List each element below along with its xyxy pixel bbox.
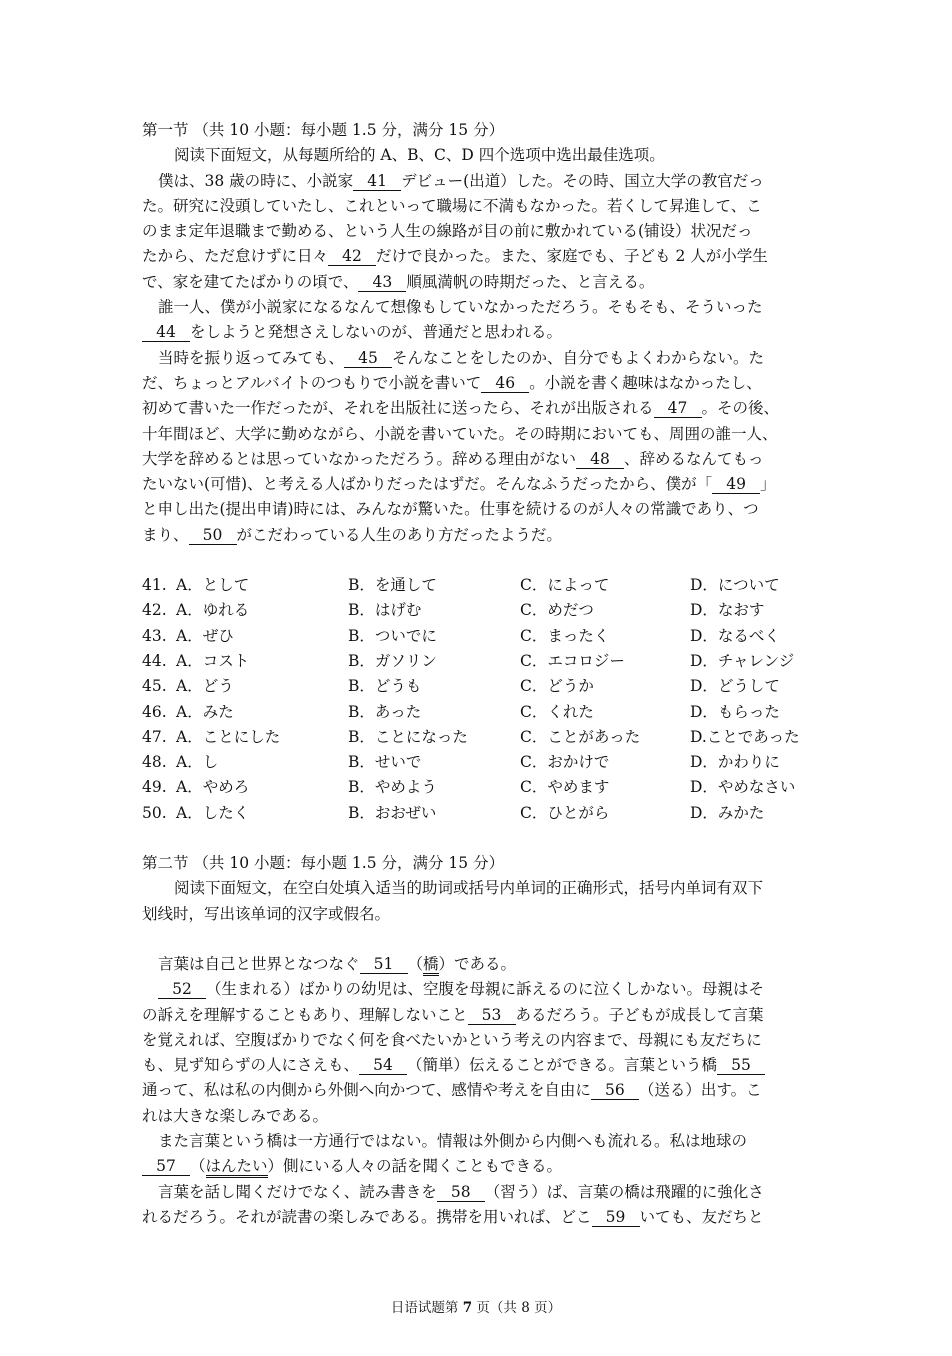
passage2 bbox=[142, 952, 820, 1230]
option-d: D．みかた bbox=[690, 803, 765, 822]
option-d: D．もらった bbox=[690, 702, 780, 721]
option-d: D．なおす bbox=[690, 601, 765, 620]
option-c: C．ことがあった bbox=[520, 727, 641, 746]
passage1-line: たから、ただ怠けずに日々 42 だけで良かった。また、家庭でも、子ども 2 人が小学生 bbox=[142, 247, 768, 266]
blank-44: 44 bbox=[142, 323, 190, 342]
option-row: 44. A．コスト B．ガソリン C．エコロジー D．チャレンジ bbox=[142, 649, 820, 674]
blank-57: 57 bbox=[142, 1157, 190, 1176]
section2-instruction: 阅读下面短文，在空白处填入适当的助词或括号内单词的正确形式，括号内单词有双下 bbox=[174, 879, 764, 898]
passage1-line: で、家を建てたばかりの頃で、 43 順風満帆の時期だった、と言える。 bbox=[142, 272, 655, 291]
blank-55: 55 bbox=[717, 1056, 765, 1075]
option-a: A．ことにした bbox=[176, 727, 281, 746]
passage1-line: のまま定年退職まで勤める、という人生の線路が目の前に敷かれている(铺设）状况だっ bbox=[142, 222, 753, 241]
option-b: B．あった bbox=[348, 702, 422, 721]
blank-42: 42 bbox=[328, 247, 376, 266]
spacer bbox=[142, 826, 820, 851]
option-b: B．はげむ bbox=[348, 601, 422, 620]
option-c: C．エコロジー bbox=[520, 651, 625, 670]
passage2-line: 57 （はんたい）側にいる人々の話を聞くこともできる。 bbox=[142, 1154, 820, 1179]
option-b: B．どうも bbox=[348, 677, 422, 696]
option-c: C．どうか bbox=[520, 677, 594, 696]
blank-52: 52 bbox=[158, 980, 206, 999]
option-b: B．を通して bbox=[348, 576, 437, 595]
option-c: C．やめます bbox=[520, 778, 610, 797]
option-row: 41. A．として B．を通して C．によって D．について bbox=[142, 573, 820, 598]
option-row: 49. A．やめろ B．やめよう C．やめます D．やめなさい bbox=[142, 775, 820, 800]
option-a: A．し bbox=[176, 753, 219, 772]
option-c: C．おかけで bbox=[520, 753, 610, 772]
passage2-line: の訴えを理解することもあり、理解しないこと 53 あるだろう。子どもが成長して言葉 bbox=[142, 1005, 764, 1024]
passage1 bbox=[142, 169, 820, 548]
option-c: C．によって bbox=[520, 576, 610, 595]
option-a: A．ゆれる bbox=[176, 601, 250, 620]
option-row: 42. A．ゆれる B．はげむ C．めだつ D．なおす bbox=[142, 598, 820, 623]
passage1-line: と申し出た(提出申请)時には、みんなが驚いた。仕事を続けるのが人々の常識であり、つ bbox=[142, 500, 759, 519]
spacer bbox=[142, 927, 820, 952]
option-row: 47. A．ことにした B．ことになった C．ことがあった D.ことであった bbox=[142, 725, 820, 750]
option-c: C．まったく bbox=[520, 626, 610, 645]
option-row: 50. A．したく B．おおぜい C．ひとがら D．みかた bbox=[142, 801, 820, 826]
section1-heading: 第一节 （共 10 小题：每小题 1.5 分，满分 15 分） bbox=[142, 121, 505, 139]
option-d: D．かわりに bbox=[690, 753, 780, 772]
option-d: D．について bbox=[690, 576, 780, 595]
blank-43: 43 bbox=[358, 273, 406, 292]
passage1-line: まり、 50 がこだわっている人生のあり方だったようだ。 bbox=[142, 525, 562, 544]
passage1-line: 44 をしようと発想さえしないのが、普通だと思われる。 bbox=[142, 320, 820, 345]
blank-59: 59 bbox=[592, 1208, 640, 1227]
option-d: D．なるべく bbox=[690, 626, 780, 645]
passage1-line: 大学を辞めるとは思っていなかっただろう。辞める理由がない 48 、辞めるなんてもっ bbox=[142, 449, 764, 468]
page-footer: 日语试题第 7 页（共 8 页） bbox=[390, 1300, 562, 1316]
option-d: D．チャレンジ bbox=[690, 651, 795, 670]
passage2-line: 52 （生まれる）ばかりの幼児は、空腹を母親に訴えるのに泣くしかない。母親はそ bbox=[142, 977, 820, 1002]
passage2-line: れるだろう。それが読書の楽しみである。携帯を用いれば、どこ 59 いても、友だちと bbox=[142, 1207, 764, 1226]
blank-47: 47 bbox=[654, 399, 702, 418]
option-b: B．ついでに bbox=[348, 626, 437, 645]
option-c: C．ひとがら bbox=[520, 803, 610, 822]
blank-51: 51 bbox=[360, 955, 408, 974]
passage1-line: たいない(可惜)、と考える人ばかりだったはずだ。そんなふうだったから、僕が「 49 」 bbox=[142, 475, 776, 494]
blank-53: 53 bbox=[468, 1006, 516, 1025]
option-b: B．ことになった bbox=[348, 727, 468, 746]
page-number: 7 bbox=[462, 1300, 473, 1316]
option-a: A．やめろ bbox=[176, 778, 250, 797]
blank-49: 49 bbox=[712, 475, 760, 494]
passage2-line: を覚えれば、空腹ばかりでなく何を食べたいかという考えの内容まで、母親にも友だちに bbox=[142, 1030, 762, 1049]
option-a: A．として bbox=[176, 576, 250, 595]
passage1-line: だ、ちょっとアルバイトのつもりで小説を書いて 46 。小説を書く趣味はなかったし、 bbox=[142, 373, 762, 392]
blank-48: 48 bbox=[576, 450, 624, 469]
blank-54: 54 bbox=[359, 1056, 407, 1075]
option-d: D．やめなさい bbox=[690, 778, 796, 797]
option-a: A．みた bbox=[176, 702, 234, 721]
passage1-line: 当時を振り返ってみても、 45 そんなことをしたのか、自分でもよくわからない。た bbox=[158, 348, 765, 367]
option-a: A．コスト bbox=[176, 651, 250, 670]
option-c: C．めだつ bbox=[520, 601, 594, 620]
exam-page bbox=[142, 118, 820, 1230]
option-row: 43. A．ぜひ B．ついでに C．まったく D．なるべく bbox=[142, 624, 820, 649]
blank-45: 45 bbox=[344, 349, 392, 368]
blank-58: 58 bbox=[437, 1183, 485, 1202]
blank-50: 50 bbox=[189, 526, 237, 545]
passage1-line: た。研究に没頭していたし、これといって職場に不満もなかった。若くして昇進して、こ bbox=[142, 196, 762, 215]
blank-56: 56 bbox=[591, 1081, 639, 1100]
passage1-line: 十年間ほど、大学に勤めながら、小説を書いていた。その時期においても、周囲の誰一人、 bbox=[142, 424, 778, 443]
section2-heading: 第二节 （共 10 小题：每小题 1.5 分，满分 15 分） bbox=[142, 854, 505, 873]
blank-46: 46 bbox=[481, 374, 529, 393]
passage2-line: また言葉という橋は一方通行ではない。情報は外側から内側へも流れる。私は地球の bbox=[158, 1131, 748, 1150]
passage2-line: 言葉は自己と世界となつなぐ 51 （橋）である。 bbox=[142, 952, 820, 977]
section1-instruction: 阅读下面短文，从每题所给的 A、B、C、D 四个选项中选出最佳选项。 bbox=[174, 146, 665, 165]
option-c: C．くれた bbox=[520, 702, 594, 721]
option-row: 46. A．みた B．あった C．くれた D．もらった bbox=[142, 700, 820, 725]
option-d: D.ことであった bbox=[690, 727, 800, 746]
passage2-line: 通って、私は私の内側から外側へ向かつて、感情や考えを自由に 56 （送る）出す。こ bbox=[142, 1081, 762, 1100]
word-51: 橋 bbox=[423, 955, 439, 976]
option-row: 45. A．どう B．どうも C．どうか D．どうして bbox=[142, 674, 820, 699]
spacer bbox=[142, 548, 820, 573]
option-b: B．おおぜい bbox=[348, 803, 437, 822]
option-row: 48. A．し B．せいで C．おかけで D．かわりに bbox=[142, 750, 820, 775]
option-a: A．ぜひ bbox=[176, 626, 234, 645]
passage1-line: 誰一人、僕が小説家になるなんて想像もしていなかっただろう。そもそも、そういった bbox=[158, 298, 763, 317]
option-a: A．したく bbox=[176, 803, 250, 822]
passage2-line: 言葉を話し聞くだけでなく、読み書きを 58 （習う）ば、言葉の橋は飛躍的に強化さ bbox=[158, 1182, 764, 1201]
passage2-line: も、見ず知らずの人にさえも、 54 （簡単）伝えることができる。言葉という橋 55 bbox=[142, 1053, 820, 1078]
option-b: B．せいで bbox=[348, 753, 422, 772]
section2-instruction: 划线时，写出该单词的汉字或假名。 bbox=[142, 904, 391, 923]
passage1-line: 初めて書いた一作だったが、それを出版社に送ったら、それが出版される 47 。その後、 bbox=[142, 399, 780, 418]
options-list bbox=[142, 573, 820, 826]
option-d: D．どうして bbox=[690, 677, 780, 696]
option-b: B．ガソリン bbox=[348, 651, 437, 670]
blank-41: 41 bbox=[353, 172, 401, 191]
passage2-line: れは大きな楽しみである。 bbox=[142, 1106, 329, 1125]
option-b: B．やめよう bbox=[348, 778, 437, 797]
word-57: はんたい bbox=[206, 1157, 268, 1178]
option-a: A．どう bbox=[176, 677, 234, 696]
passage1-line: 僕は、38 歳の時に、小説家 41 デビュー(出道）した。その時、国立大学の教官だっ bbox=[158, 171, 764, 190]
